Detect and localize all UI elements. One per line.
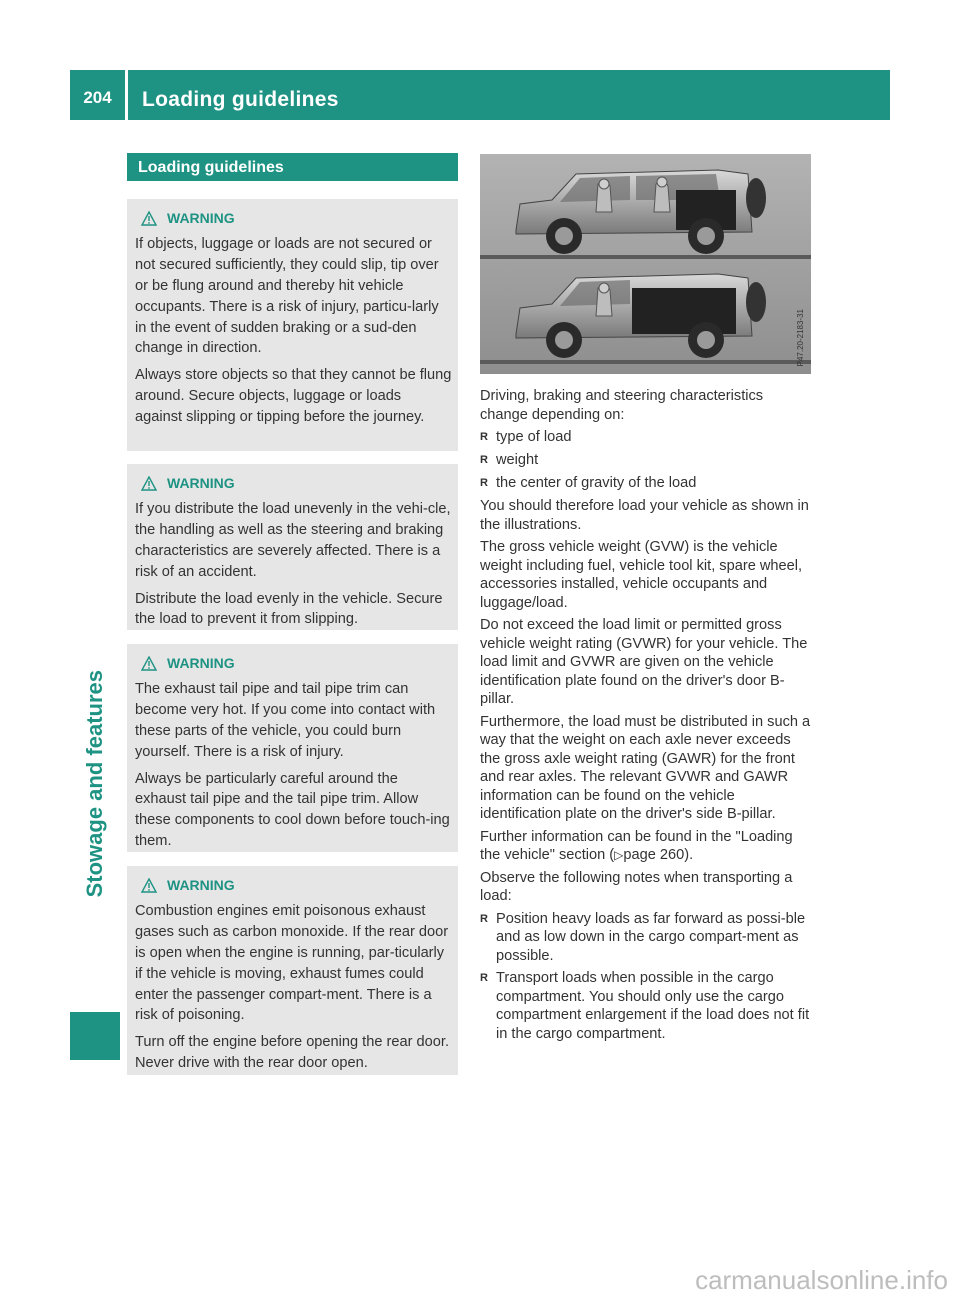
watermark: carmanualsonline.info: [695, 1265, 948, 1295]
page-ref-arrow-icon: ▷: [614, 848, 624, 862]
warning-heading: [141, 653, 452, 674]
warning-heading: [141, 208, 452, 229]
warning-instruction: Always be particularly careful around the exhaust tail pipe and the tail pipe trim. Allow these components to cool down before touch-ing them.: [135, 770, 450, 850]
paragraph: Do not exceed the load limit or permitted gross vehicle weight rating (GVWR) for your vehicle. The load limit and GVWR are given on the vehicle identification plate found on the driver's door B-pillar.: [480, 617, 808, 707]
warning-text: Combustion engines emit poisonous exhaust gases such as carbon monoxide. If the rear door is open when the engine is running, par-ticularly if the vehicle is moving, exhaust fumes could enter the passenger compart-ment. There is a risk of poisoning.: [135, 902, 449, 1024]
warning-triangle-icon: [141, 476, 157, 491]
warning-instruction: Always store objects so that they cannot be flung around. Secure objects, luggage or loads against slipping or tipping before the journey.: [135, 367, 452, 426]
bullet-icon: R: [480, 477, 488, 489]
loading-illustration: [480, 154, 811, 374]
side-tab-marker: [70, 1012, 120, 1060]
bullet-icon: R: [480, 972, 488, 984]
section-title: Loading guidelines: [127, 153, 458, 181]
side-tab-label: Stowage and features: [82, 670, 107, 898]
page-reference-link[interactable]: page 260: [623, 847, 685, 863]
warning-label: WARNING: [167, 475, 235, 491]
warning-text: If you distribute the load unevenly in the vehi-cle, the handling as well as the steering and braking characteristics are severely affected. There is a risk of an accident.: [135, 500, 451, 580]
page-title: Loading guidelines: [142, 88, 339, 111]
paragraph: Furthermore, the load must be distributed in such a way that the weight on each axle never exceeds the gross axle weight rating (GAWR) for the front and rear axles. The relevant GVWR and GAWR information can be found on the vehicle identification plate on the driver's side B-pillar.: [480, 713, 811, 822]
warning-text: The exhaust tail pipe and tail pipe trim can become very hot. If you come into contact with these parts of the vehicle, you could burn yourself. There is a risk of injury.: [135, 680, 436, 760]
warning-instruction: Distribute the load evenly in the vehicle. Secure the load to prevent it from slipping.: [135, 590, 443, 628]
warning-triangle-icon: [141, 211, 157, 226]
warning-triangle-icon: [141, 878, 157, 893]
list-item-text: weight: [496, 452, 539, 468]
warning-label: WARNING: [167, 877, 235, 893]
warning-heading: [141, 875, 452, 896]
list-item-text: the center of gravity of the load: [496, 475, 697, 491]
vehicle-loading-image: [480, 154, 811, 374]
warning-label: WARNING: [167, 655, 235, 671]
list-item: [480, 428, 813, 447]
paragraph-reference: [480, 828, 813, 865]
warning-label: WARNING: [167, 210, 235, 226]
figure-code: P47.20-2183-31: [796, 308, 805, 366]
bullet-icon: R: [480, 431, 488, 443]
paragraph: The gross vehicle weight (GVW) is the vehicle weight including fuel, vehicle tool kit, spare wheel, accessories installed, vehicle occupants and luggage/load.: [480, 539, 803, 611]
paragraph: Observe the following notes when transporting a load:: [480, 869, 793, 904]
warning-triangle-icon: [141, 656, 157, 671]
list-item: [480, 451, 813, 470]
warning-instruction: Turn off the engine before opening the rear door. Never drive with the rear door open.: [135, 1034, 449, 1072]
list-item-text: type of load: [496, 429, 572, 445]
bullet-icon: R: [480, 454, 488, 466]
warning-box: [127, 644, 458, 852]
list-item: [480, 969, 813, 1043]
paragraph: You should therefore load your vehicle as shown in the illustrations.: [480, 498, 809, 533]
reference-text: Further information can be found in the "Loading the vehicle" section (: [480, 828, 793, 863]
warning-box: [127, 464, 458, 630]
header-divider: [125, 70, 128, 120]
warning-box: [127, 866, 458, 1075]
reference-text-end: ).: [684, 847, 694, 863]
warning-box: [127, 199, 458, 451]
warning-text: If objects, luggage or loads are not secured or not secured sufficiently, they could slip, tip over or be flung around and thereby hit vehicle occupants. There is a risk of injury, particu-larly in the event of sudden braking or a sud-den change in direction.: [135, 235, 439, 357]
list-item-text: Transport loads when possible in the cargo compartment. You should only use the cargo compartment enlargement if the load does not fit in the cargo compartment.: [496, 970, 810, 1042]
list-item: [480, 910, 813, 966]
main-text: [480, 387, 813, 1047]
list-item-text: Position heavy loads as far forward as possi-ble and as low down in the cargo compart-ment as possible.: [496, 910, 806, 964]
warning-heading: [141, 473, 452, 494]
list-item: [480, 474, 813, 493]
bullet-icon: R: [480, 912, 488, 925]
page-number: 204: [83, 88, 112, 107]
intro-paragraph: Driving, braking and steering characteristics change depending on:: [480, 388, 764, 423]
